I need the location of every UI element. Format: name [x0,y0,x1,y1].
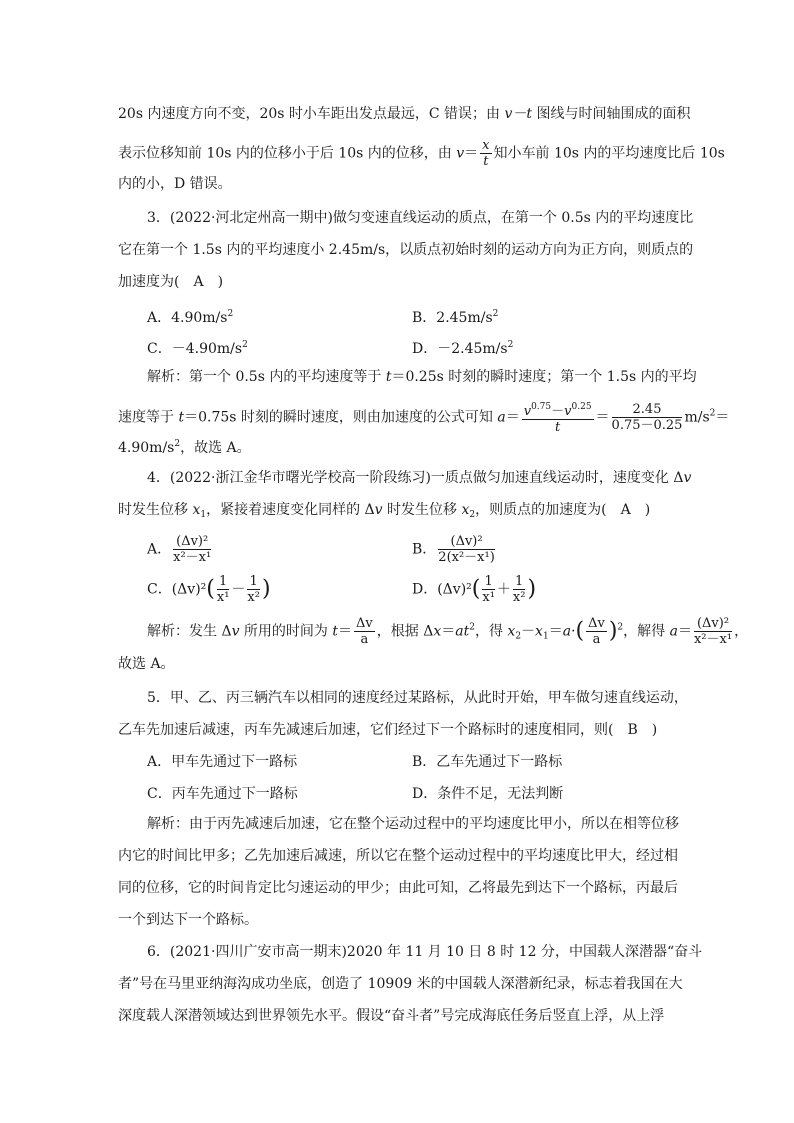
text-segment: 20s 内速度方向不变，20s 时小车距出发点最远，C 错误；由 [118,106,505,122]
math-var: x [507,623,516,640]
text-segment: ＝0.75s 时刻的瞬时速度，则由加速度的公式可知 [184,409,498,426]
option-d [412,341,513,357]
question-4-stem [147,468,691,488]
solution-label: 解析 [147,623,175,640]
text-segment: 3．(2022·河北定州高一期中)做匀变速直线运动的质点，在第一个 0.5s 内的平均速度比 [147,210,694,226]
fraction [513,574,526,605]
fraction-numerator: 1 [513,574,526,590]
text-segment: ，紧接着速度变化同样的 Δ [206,502,375,518]
text-segment: 知小车前 10s 内的平均速度比后 10s [493,145,725,162]
math-var: v－t [504,106,533,122]
option-text: D．－2.45m/s [412,341,508,357]
math-op: － [551,404,565,419]
text-segment: 同的位移，它的时间肯定比匀速运动的甲少；由此可知，乙将最先到达下一个路标，丙最后 [118,880,678,896]
math-op: ＝ [505,409,520,426]
math-var: v [523,404,532,419]
text-segment: 4.90m/s [118,440,175,456]
text-segment: ，根据 Δ [376,623,434,640]
option-a [147,534,213,565]
fraction-denominator: x¹ [216,590,230,605]
fraction-denominator: x²－x¹ [693,632,733,647]
text-segment: 所用的时间为 [239,623,333,640]
solution-line [118,910,258,930]
right-paren: ) [527,576,537,602]
fraction [482,574,495,605]
math-var: at [455,623,470,640]
superscript: 2 [709,408,716,419]
math-var: t [483,154,489,169]
fraction-numerator: Δv [356,616,373,631]
math-var: x [433,623,442,640]
option-b [412,310,498,326]
subscript: 2 [469,510,476,520]
fraction [612,402,683,433]
option-row [147,304,233,328]
math-var: v [683,470,692,486]
math-var: t [555,420,561,435]
solution-line [147,616,748,647]
solution-label: 解析 [147,816,175,832]
superscript: 2 [492,309,499,319]
math-op: ＝ [715,409,730,426]
subscript: 2 [515,631,522,642]
text-line [118,104,691,124]
left-paren: ( [471,576,481,602]
solution-line [147,814,679,834]
solution-line [147,367,697,387]
subscript: 1 [542,631,549,642]
fraction [354,616,375,647]
right-paren: ) [261,576,271,602]
math-op: · [571,623,576,640]
option-b [412,752,562,772]
text-segment: 一个到达下一个路标。 [118,912,258,928]
fraction-numerator: 1 [482,574,495,590]
fraction [480,138,491,169]
left-paren: ( [206,576,215,602]
unit: m/s [684,409,710,426]
text-segment: 时发生位移 [118,502,193,518]
fraction-numerator: (Δv)² [694,616,732,632]
fraction-numerator: (Δv)² [438,534,495,550]
math-op: ＝ [677,623,692,640]
solution-line [118,400,729,435]
fraction-denominator: x¹ [482,590,495,605]
superscript: 2 [507,340,514,350]
fraction-numerator: 2.45 [612,402,683,418]
superscript: 0.25 [571,402,592,412]
math-var: a [669,623,678,640]
text-segment: 内的小，D 错误。 [118,176,232,192]
math-var: v [456,145,465,162]
option-text: D．条件不足，无法判断 [412,786,564,802]
fraction-numerator: 1 [247,574,260,590]
text-segment: ，则质点的加速度为( A ) [475,502,651,518]
option-label: C．(Δv)² [147,581,207,598]
fraction-denominator: a [360,632,369,647]
fraction [522,400,594,435]
text-segment: 速度等于 [118,409,179,426]
math-var: a [497,409,506,426]
math-op: ＝ [441,623,456,640]
solution-line [118,878,678,898]
option-label: D．(Δv)² [412,581,472,598]
math-var: t [385,369,392,385]
option-b [412,534,497,565]
question-3-stem [118,240,693,260]
text-segment: 故选 A。 [118,656,175,672]
text-segment: 者”号在马里亚纳海沟成功坐底，创造了 10909 米的中国载人深潜新纪录，标志着我国在大 [118,976,683,992]
math-var: v [374,502,383,518]
math-op: ＝ [548,623,563,640]
math-var: v [231,623,240,640]
text-segment: ，解得 [623,623,670,640]
text-segment: ：发生 Δ [175,623,232,640]
text-segment: 4．(2022·浙江金华市曙光学校高一阶段练习)一质点做匀加速直线运动时，速度变化 Δ [147,470,684,486]
fraction [586,616,607,647]
option-a [147,310,233,326]
text-segment: 表示位移知前 10s 内的位移小于后 10s 内的位移，由 [118,145,457,162]
math-var: t [178,409,185,426]
option-label: A． [147,541,172,558]
text-segment: ，得 [474,623,508,640]
text-segment: 时发生位移 [382,502,462,518]
option-row [412,304,498,328]
text-line [118,174,232,194]
math-var: x [461,502,470,518]
solution-label: 解析 [147,369,175,385]
text-segment: 6．(2021·四川广安市高一期末)2020 年 11 月 10 日 8 时 12 分，中国载人深潜器“奋斗 [147,944,703,960]
text-segment: 乙车先加速后减速，丙车先减速后加速，它们经过下一个路标时的速度相同，则( B ) [118,722,658,738]
solution-line [118,434,251,458]
text-segment: 它在第一个 1.5s 内的平均速度小 2.45m/s，以质点初始时刻的运动方向为正方向，则质点的 [118,242,694,258]
text-segment: ：由于丙先减速后加速，它在整个运动过程中的平均速度比甲小，所以在相等位移 [175,816,679,832]
question-3-stem [118,272,223,292]
text-line [118,138,725,169]
option-text: C．－4.90m/s [147,341,243,357]
question-6-stem [118,1006,664,1026]
option-text: C．丙车先通过下一路标 [147,786,298,802]
fraction [694,616,732,647]
option-text: B．2.45m/s [412,310,493,326]
question-3-stem [147,208,693,228]
fraction [438,534,495,565]
math-var: t [332,623,339,640]
fraction-denominator: 0.75－0.25 [611,418,683,433]
math-op: ＝ [338,623,353,640]
math-var: x [192,502,201,518]
question-4-stem [118,500,650,525]
question-5-stem [118,720,657,740]
math-op: ＝ [595,409,610,426]
option-text: A．4.90m/s [147,310,228,326]
text-segment: ：第一个 0.5s 内的平均速度等于 [175,369,386,385]
text-segment: 加速度为( A ) [118,274,224,290]
math-var: x [535,623,543,640]
superscript: 2 [227,309,234,319]
text-segment: 内它的时间比甲多；乙先加速后减速，所以它在整个运动过程中的平均速度比甲大，经过相 [118,848,678,864]
option-text: B．乙车先通过下一路标 [412,754,563,770]
option-label: B． [412,541,437,558]
superscript: 0.75 [531,402,552,412]
text-segment: ，故选 A。 [180,440,251,456]
math-op: － [521,623,536,640]
text-segment: ， [734,623,749,640]
solution-line [118,846,678,866]
fraction-denominator: a [592,632,601,647]
fraction-denominator: x²－x¹ [173,550,212,565]
option-d [412,574,536,605]
superscript: 2 [242,340,248,350]
fraction-denominator: x² [247,590,260,605]
text-segment: 图线与时间轴围成的面积 [532,106,691,122]
option-d [412,784,563,804]
math-var: a [562,623,572,640]
right-paren: ) [608,618,618,644]
fraction-denominator: x² [512,590,526,605]
fraction-denominator: 2(x²－x¹) [438,550,495,565]
question-6-stem [118,974,683,994]
fraction-numerator: (Δv)² [173,534,211,550]
superscript: 2 [174,439,181,449]
math-op: － [231,581,246,598]
math-var: x [482,138,490,153]
fraction [173,534,211,565]
option-text: A．甲车先通过下一路标 [147,754,298,770]
math-var: v [564,404,572,419]
fraction [247,574,260,605]
text-segment: ＝0.25s 时刻的瞬时速度；第一个 1.5s 内的平均 [391,369,697,385]
option-c [147,341,248,357]
math-op: ＋ [496,581,511,598]
superscript: 2 [469,622,475,633]
fraction-numerator: Δv [588,616,605,631]
option-c [147,784,298,804]
solution-line [118,654,175,674]
fraction [217,574,230,605]
left-paren: ( [575,618,585,644]
option-row [412,335,513,359]
superscript: 2 [617,622,624,633]
question-6-stem [147,942,702,962]
question-5-stem [147,688,688,708]
text-segment: 深度载人深潜领域达到世界领先水平。假设“奋斗者”号完成海底任务后竖直上浮，从上浮 [118,1008,665,1024]
subscript: 1 [200,510,207,520]
option-a [147,752,297,772]
fraction-numerator: 1 [217,574,230,590]
option-c [147,574,271,605]
math-op: ＝ [464,145,479,162]
option-row [147,335,248,359]
text-segment: 5．甲、乙、丙三辆汽车以相同的速度经过某路标，从此时开始，甲车做匀速直线运动， [147,690,688,706]
